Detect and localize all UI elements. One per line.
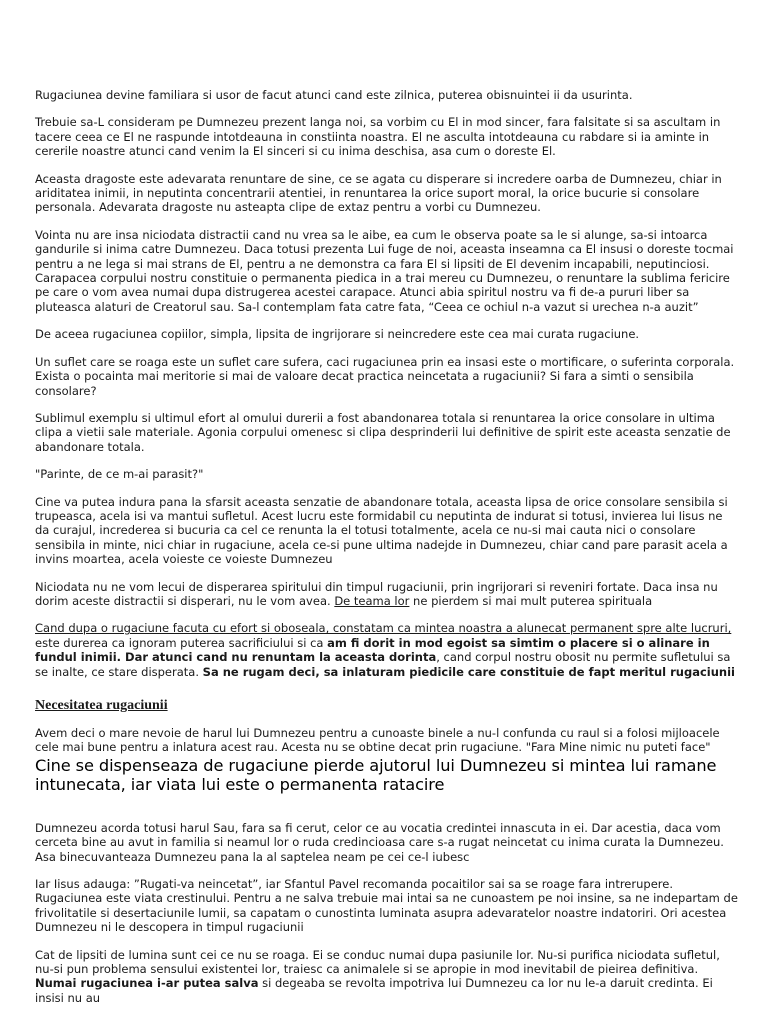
text-run: De aceea rugaciunea copiilor, simpla, lipsita de ingrijorare si neincredere este cea mai curata rugaciune. [35, 327, 640, 342]
paragraph [35, 621, 738, 679]
bold-text: am fi dorit in mod egoist sa simtim o placere si o alinare in fundul inimii. Dar atunci cand nu renuntam la aceasta dorinta [35, 635, 710, 665]
paragraph [35, 88, 738, 102]
body-text-bottom [35, 821, 738, 1005]
text-run: Cine va putea indura pana la sfarsit aceasta senzatie de abandonare totala, aceasta lipsa de orice consolare sensibila si trupeasca, acela isi va mantui sufletul. Acest lucru este formidabil cu neputinta de indurat si totusi, invierea lui Iisus ne da curajul, increderea si bucuria ca cel ce renunta la el totusi totalmente, acela ce nu-si mai cauta nici o consolare sensibila in minte, nici chiar in rugaciune, acela ce-si pune ultima nadejde in Dumnezeu, chiar cand pare parasit acela a invins moartea, acela voieste ce voieste Dumnezeu [35, 494, 728, 567]
text-run: Iar Iisus adauga: ”Rugati-va neincetat”, iar Sfantul Pavel recomanda pocaitilor sai sa se roage fara intrerupere. Rugaciunea este viata crestinului. Pentru a ne salva trebuie mai intai sa ne cunoastem pe noi insine, sa ne indepartam de frivolitatile si desertaciunile lumii, sa capatam o cunostinta luminata asupra adevaratelor noastre indatoriri. Ori acestea Dumnezeu ni le descopera in timpul rugaciunii [35, 877, 738, 935]
paragraph [35, 115, 738, 158]
body-text-middle [35, 726, 738, 755]
text-run: "Parinte, de ce m-ai parasit?" [35, 467, 204, 482]
paragraph [35, 580, 738, 609]
section-heading: Necesitatea rugaciunii [35, 698, 168, 713]
paragraph [35, 948, 738, 1006]
text-run: ne pierdem si mai mult puterea spirituala [409, 593, 653, 608]
underlined-text: De teama lor [334, 593, 410, 608]
paragraph [35, 726, 738, 755]
paragraph [35, 411, 738, 454]
paragraph [35, 228, 738, 314]
text-run: Trebuie sa-L consideram pe Dumnezeu prezent langa noi, sa vorbim cu El in mod sincer, fara falsitate si sa ascultam in tacere ceea ce El ne raspunde intotdeauna in constiinta noastra. El ne asculta intotdeauna cu rabdare si ia aminte in cererile noastre atunci cand venim la El sinceri si cu inima deschisa, asa cum o doreste El. [35, 115, 721, 159]
text-run: Aceasta dragoste este adevarata renuntare de sine, ce se agata cu disperare si incredere oarba de Dumnezeu, chiar in ariditatea inimii, in neputinta concentrarii atentiei, in renuntarea la orice suport moral, la orice bucurie si consolare personala. Adevarata dragoste nu asteapta clipe de extaz pentru a vorbi cu Dumnezeu. [35, 171, 722, 215]
bold-text: Numai rugaciunea i-ar putea salva [35, 976, 259, 991]
text-run: este durerea ca ignoram puterea sacrificiului si ca [35, 635, 328, 650]
text-run: Niciodata nu ne vom lecui de disperarea spiritului din timpul rugaciunii, prin ingrijorari si reveniri fortate. Daca insa nu dorim aceste distractii si disperari, nu le vom avea. [35, 579, 718, 608]
paragraph [35, 172, 738, 215]
paragraph [35, 355, 738, 398]
text-run: , cand corpul nostru obosit nu permite sufletului sa se inalte, ce stare disperata. [35, 650, 731, 679]
text-run: Avem deci o mare nevoie de harul lui Dumnezeu pentru a cunoaste binele a nu-l confunda cu raul si a folosi mijloacele cele mai bune pentru a inlatura acest rau. Acesta nu se obtine decat prin rugaciune. "Fara Mine nimic nu puteti face" [35, 726, 720, 755]
text-run: Vointa nu are insa niciodata distractii cand nu vrea sa le aibe, ea cum le observa poate sa le si alunge, sa-si intoarca gandurile si inima catre Dumnezeu. Daca totusi prezenta Lui fuge de noi, aceasta inseamna ca El insusi o doreste tocmai pentru a ne lega si mai strans de El, pentru a ne demonstra ca fara El si lipsiti de El devenim incapabili, neputinciosi. Carapacea corpului nostru constituie o permanenta piedica in a trai mereu cu Dumnezeu, o renuntare la sublima fericire pe care o vom avea numai dupa distrugerea acestei carapace. Atunci abia spiritul nostru va fi de-a pururi liber sa pluteasca alaturi de Creatorul sau. Sa-l contemplam fata catre fata, “Ceea ce ochiul n-a vazut si urechea n-a auzit” [35, 227, 734, 314]
bold-text: Sa ne rugam deci, sa inlaturam piedicile care constituie de fapt meritul rugaciunii [202, 664, 735, 679]
text-run: si degeaba se revolta impotriva lui Dumnezeu ca lor nu le-a daruit credinta. Ei insisi nu au [35, 976, 713, 1005]
text-run: Rugaciunea devine familiara si usor de facut atunci cand este zilnica, puterea obisnuintei ii da usurinta. [35, 88, 633, 102]
paragraph [35, 495, 738, 567]
body-text-top [35, 88, 738, 679]
paragraph [35, 327, 738, 341]
text-run: Dumnezeu acorda totusi harul Sau, fara sa fi cerut, celor ce au vocatia credintei innascuta in ei. Dar acestia, daca vom cerceta bine au avut in familia si neamul lor o ruda credincioasa care s-a rugat neincetat cu inima curata la Dumnezeu. Asa binecuvanteaza Dumnezeu pana la al saptelea neam pe cei ce-l iubesc [35, 820, 724, 864]
underlined-text: Cand dupa o rugaciune facuta cu efort si oboseala, constatam ca mintea noastra a alunecat permanent spre alte lucruri, [35, 621, 732, 636]
paragraph [35, 467, 738, 481]
paragraph [35, 877, 738, 935]
text-run: Un suflet care se roaga este un suflet care sufera, caci rugaciunea prin ea insasi este o mortificare, o suferinta corporala. Exista o pocainta mai meritorie si mai de valoare decat practica neincetata a rugaciunii? Si fara a simti o sensibila consolare? [35, 354, 735, 398]
paragraph [35, 821, 738, 864]
text-run: Sublimul exemplu si ultimul efort al omului durerii a fost abandonarea totala si renuntarea la orice consolare in ultima clipa a vietii sale materiale. Agonia corpului omenesc si clipa desprinderii lui definitive de spirit este aceasta senzatie de abandonare totala. [35, 410, 731, 454]
text-run: Cat de lipsiti de lumina sunt cei ce nu se roaga. Ei se conduc numai dupa pasiunile lor. Nu-si purifica niciodata sufletul, nu-si pun problema sensului existentei lor, traiesc ca animalele si se apropie in mod inevitabil de pieirea definitiva. [35, 947, 720, 977]
pull-quote-heading: Cine se dispenseaza de rugaciune pierde ajutorul lui Dumnezeu si mintea lui ramane intunecata, iar viata lui este o permanenta ratacire [35, 755, 717, 795]
